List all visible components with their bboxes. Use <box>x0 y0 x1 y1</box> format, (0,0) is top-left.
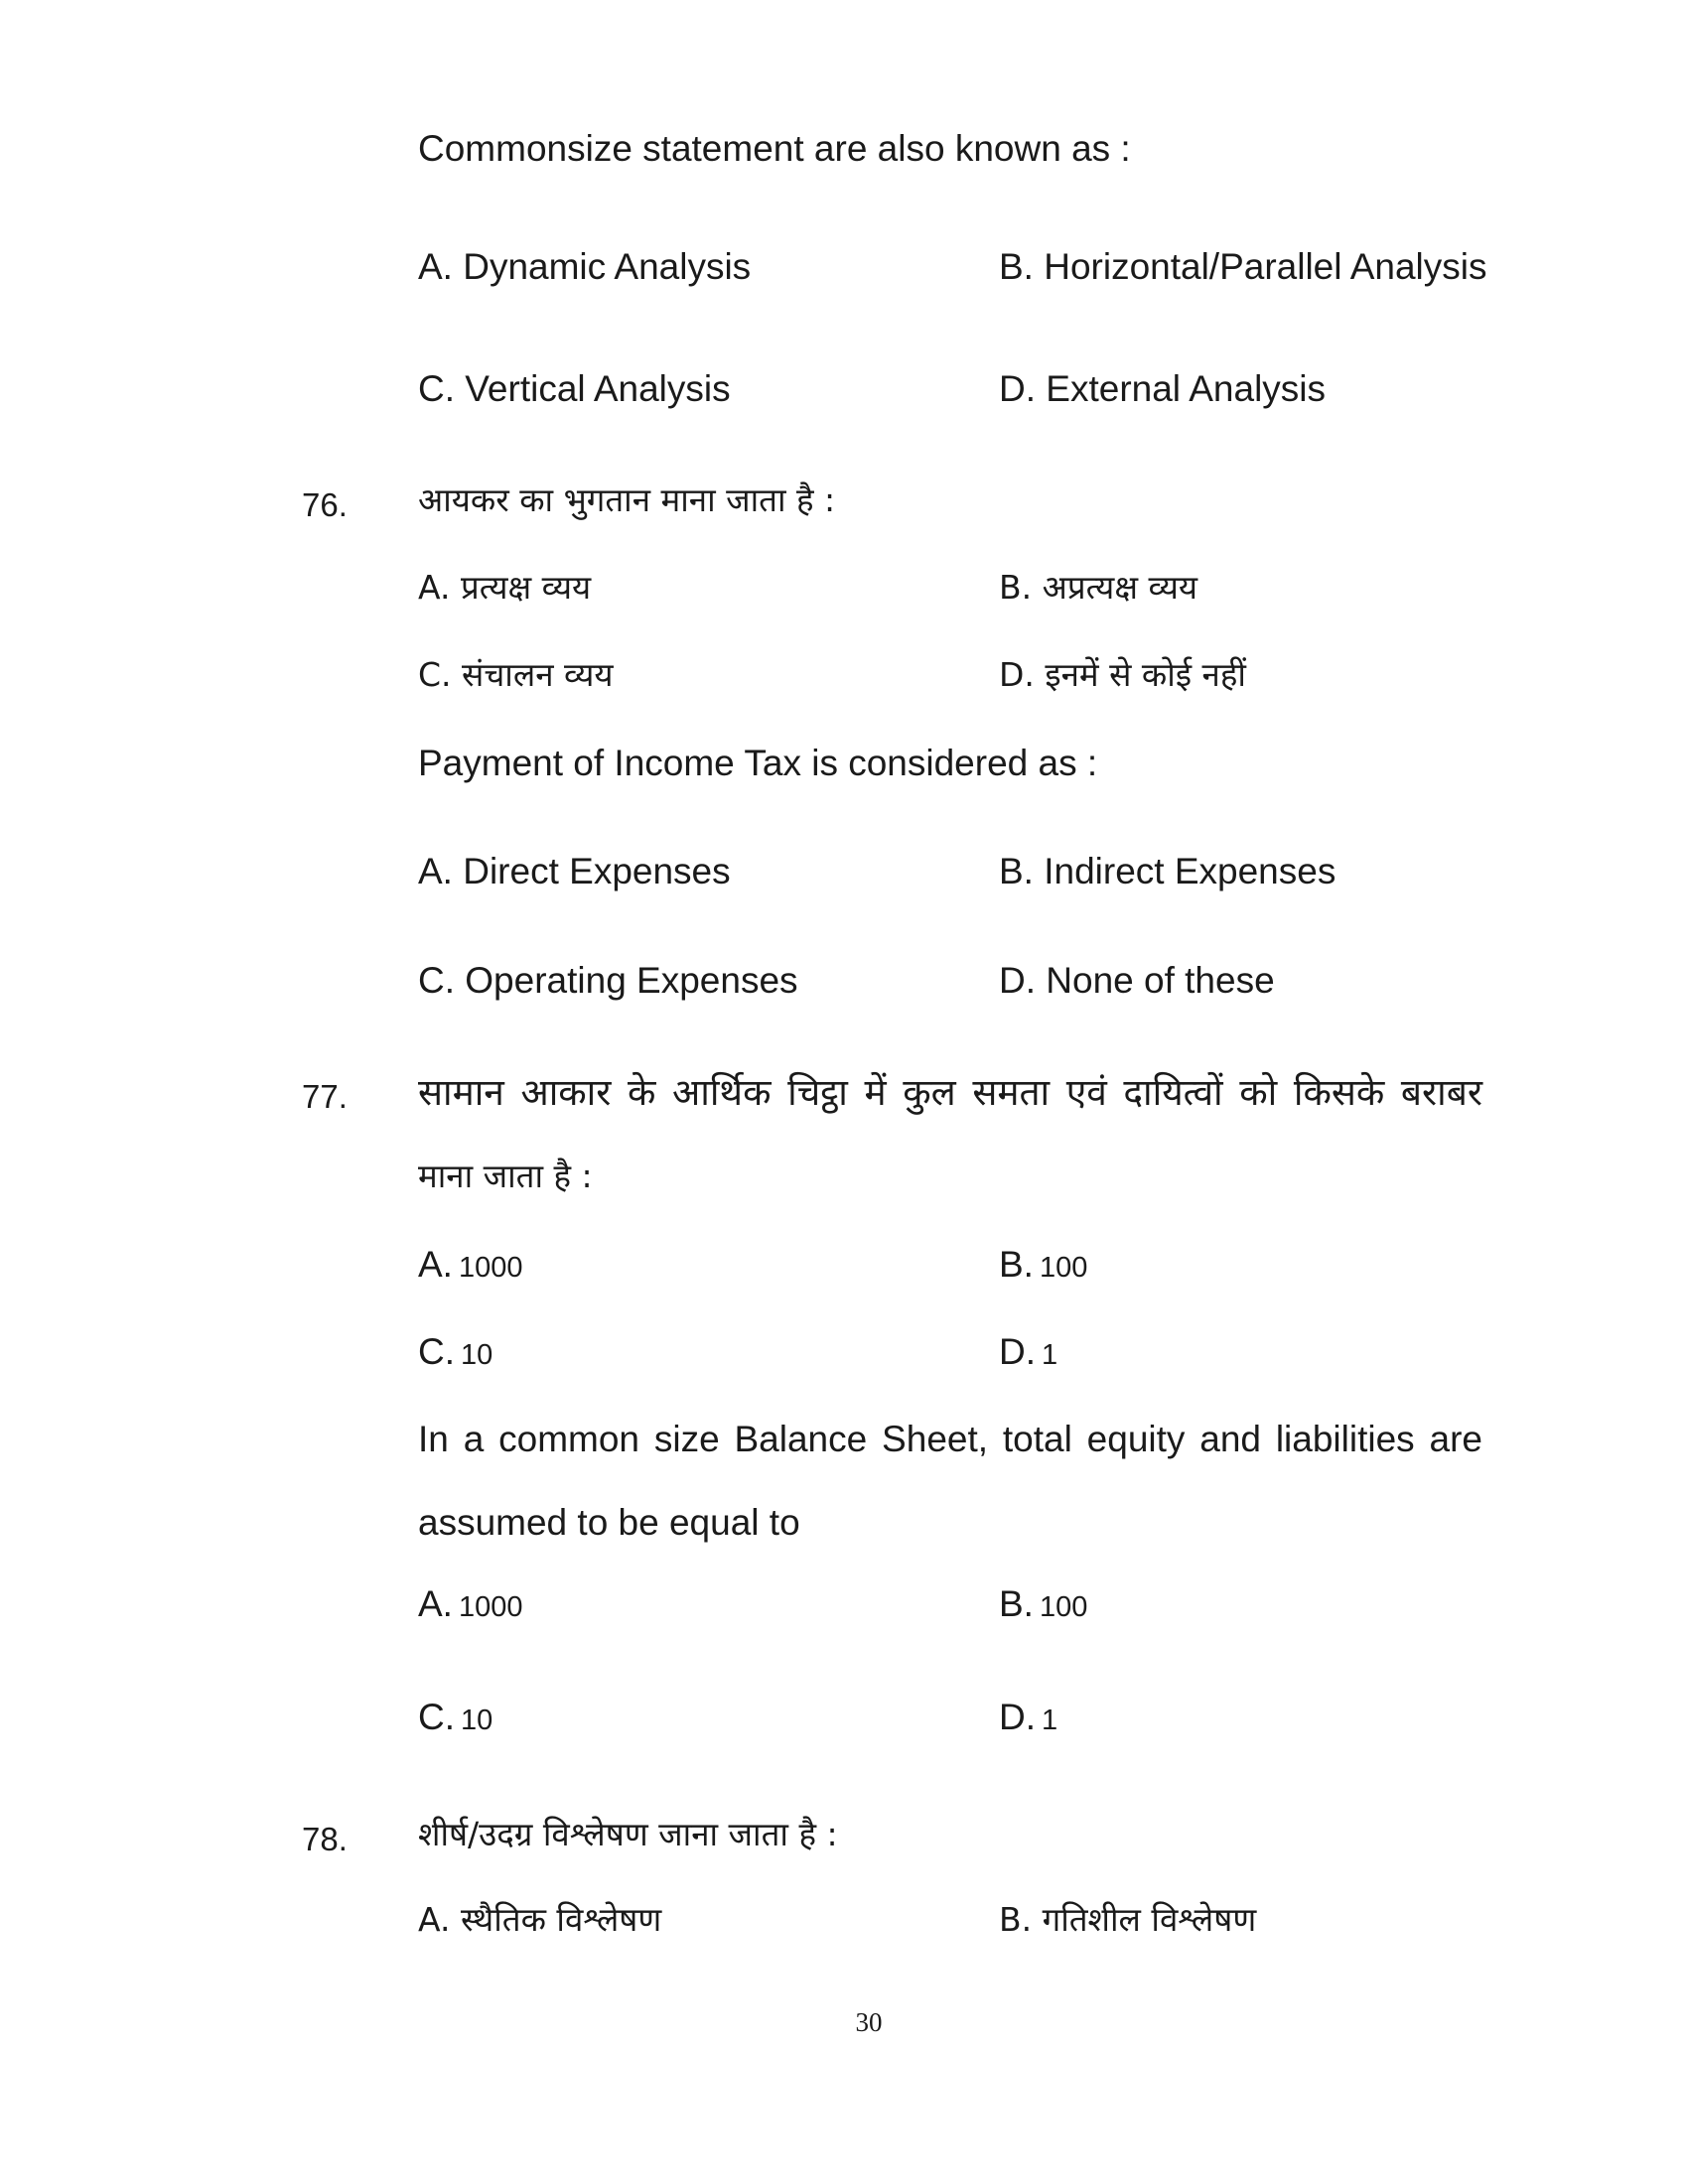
q76-option-c-hi: C. संचालन व्यय <box>418 655 614 694</box>
q76-question-en: Payment of Income Tax is considered as : <box>418 743 1098 783</box>
q76-option-d-en: D. None of these <box>999 960 1275 1001</box>
q75-option-c: C. Vertical Analysis <box>418 368 731 409</box>
q76-number: 76. <box>302 486 348 523</box>
q76-option-a-hi: A. प्रत्यक्ष व्यय <box>418 568 592 607</box>
q78-question-hi: शीर्ष/उदग्र विश्लेषण जाना जाता है : <box>418 1815 838 1853</box>
q75-option-d: D. External Analysis <box>999 368 1327 409</box>
q77-question-hi-line1: सामान आकार के आर्थिक चिट्ठा में कुल समता एवं दायित्वों को किसके बराबर <box>418 1071 1482 1114</box>
q77-question-hi-line2: माना जाता है : <box>418 1157 593 1195</box>
q77-option-a-en: A. 1000 <box>418 1583 523 1624</box>
q78-option-a-hi: A. स्थैतिक विश्लेषण <box>418 1900 662 1939</box>
q77-option-c-hi: C. 10 <box>418 1331 493 1372</box>
q76-option-b-en: B. Indirect Expenses <box>999 851 1336 891</box>
q77-question-en-line2: assumed to be equal to <box>418 1502 800 1543</box>
q75-option-a: A. Dynamic Analysis <box>418 246 752 287</box>
q77-number: 77. <box>302 1078 348 1115</box>
q77-option-b-en: B. 100 <box>999 1583 1088 1624</box>
q76-option-c-en: C. Operating Expenses <box>418 960 798 1001</box>
q75-question-en: Commonsize statement are also known as : <box>418 128 1131 169</box>
q78-number: 78. <box>302 1821 348 1857</box>
q77-option-c-en: C. 10 <box>418 1697 493 1737</box>
q77-option-d-hi: D. 1 <box>999 1331 1058 1372</box>
q77-option-d-en: D. 1 <box>999 1697 1058 1737</box>
q77-question-en-line1: In a common size Balance Sheet, total equity and liabilities are <box>418 1419 1482 1459</box>
q78-option-b-hi: B. गतिशील विश्लेषण <box>999 1900 1257 1939</box>
q76-option-a-en: A. Direct Expenses <box>418 851 731 891</box>
q77-option-a-hi: A. 1000 <box>418 1244 523 1285</box>
q77-option-b-hi: B. 100 <box>999 1244 1088 1285</box>
q76-option-b-hi: B. अप्रत्यक्ष व्यय <box>999 568 1198 607</box>
q76-question-hi: आयकर का भुगतान माना जाता है : <box>418 480 836 519</box>
q76-option-d-hi: D. इनमें से कोई नहीं <box>999 655 1246 694</box>
page-number: 30 <box>855 2007 883 2037</box>
q75-option-b: B. Horizontal/Parallel Analysis <box>999 246 1487 287</box>
